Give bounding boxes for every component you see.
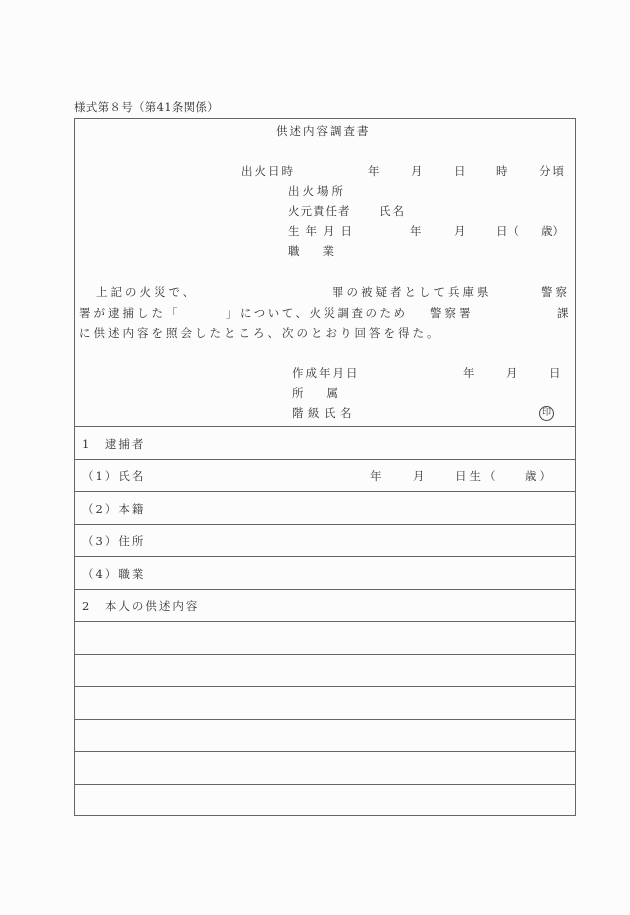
divider	[74, 426, 576, 427]
blank-line	[74, 784, 576, 785]
domicile-label: （2）本籍	[82, 502, 146, 516]
statement-line2-b: 」について、火災調査のため	[226, 306, 408, 320]
creation-date-label: 作成年月日	[292, 366, 360, 380]
statement-heading: 2 本人の供述内容	[82, 599, 200, 613]
blank-line	[74, 654, 576, 655]
fire-datetime-label: 出火日時	[241, 164, 295, 178]
statement-line1-b: 罪の被疑者として兵庫県	[332, 285, 492, 299]
divider	[74, 524, 576, 525]
divider	[74, 459, 576, 460]
rank-name-label: 階級氏名	[292, 406, 356, 420]
arrestee-birth-month-unit: 月	[413, 469, 425, 483]
fire-day-unit: 日	[454, 164, 466, 178]
arrestee-birth-day-unit: 日生（	[455, 469, 499, 483]
statement-line1-a: 上記の火災で、	[96, 285, 198, 299]
fire-location-label: 出火場所	[288, 184, 346, 198]
name-label: 氏名	[379, 204, 406, 218]
creation-day-unit: 日	[549, 366, 561, 380]
occupation-label: 職 業	[288, 244, 334, 258]
birthdate-label: 生年月日	[288, 224, 358, 238]
blank-line	[74, 751, 576, 752]
fire-hour-unit: 時	[496, 164, 508, 178]
statement-line3: に供述内容を照会したところ、次のとおり回答を得た。	[79, 326, 442, 340]
document-title: 供述内容調査書	[276, 124, 371, 138]
blank-line	[74, 621, 576, 622]
arrestee-age-unit: 歳）	[525, 469, 554, 483]
blank-line	[74, 719, 576, 720]
arrestee-birth-year-unit: 年	[370, 469, 382, 483]
blank-line	[74, 686, 576, 687]
statement-line2-a: 署が逮捕した「	[79, 306, 181, 320]
address-label: （3）住所	[82, 534, 146, 548]
birth-age-unit: 歳）	[541, 224, 564, 238]
divider	[74, 491, 576, 492]
birth-year-unit: 年	[410, 224, 422, 238]
affiliation-label: 所 属	[292, 386, 338, 400]
arrestee-occupation-label: （4）職業	[82, 567, 146, 581]
divider	[74, 556, 576, 557]
fire-minute-unit: 分頃	[539, 164, 566, 178]
statement-line2-c: 警察署	[430, 306, 474, 320]
birth-day-unit: 日（	[496, 224, 519, 238]
form-number: 様式第８号（第41条関係）	[74, 100, 220, 114]
arrestee-name-label: （1）氏名	[82, 469, 146, 483]
seal-mark: 印	[539, 406, 554, 421]
fire-month-unit: 月	[411, 164, 423, 178]
divider	[74, 589, 576, 590]
fire-year-unit: 年	[368, 164, 380, 178]
statement-line2-d: 課	[557, 306, 569, 320]
creation-month-unit: 月	[506, 366, 518, 380]
birth-month-unit: 月	[454, 224, 466, 238]
arrestee-heading: 1 逮捕者	[82, 437, 146, 451]
statement-line1-c: 警察	[541, 285, 570, 299]
creation-year-unit: 年	[463, 366, 475, 380]
fire-responsible-label: 火元責任者	[288, 204, 351, 218]
